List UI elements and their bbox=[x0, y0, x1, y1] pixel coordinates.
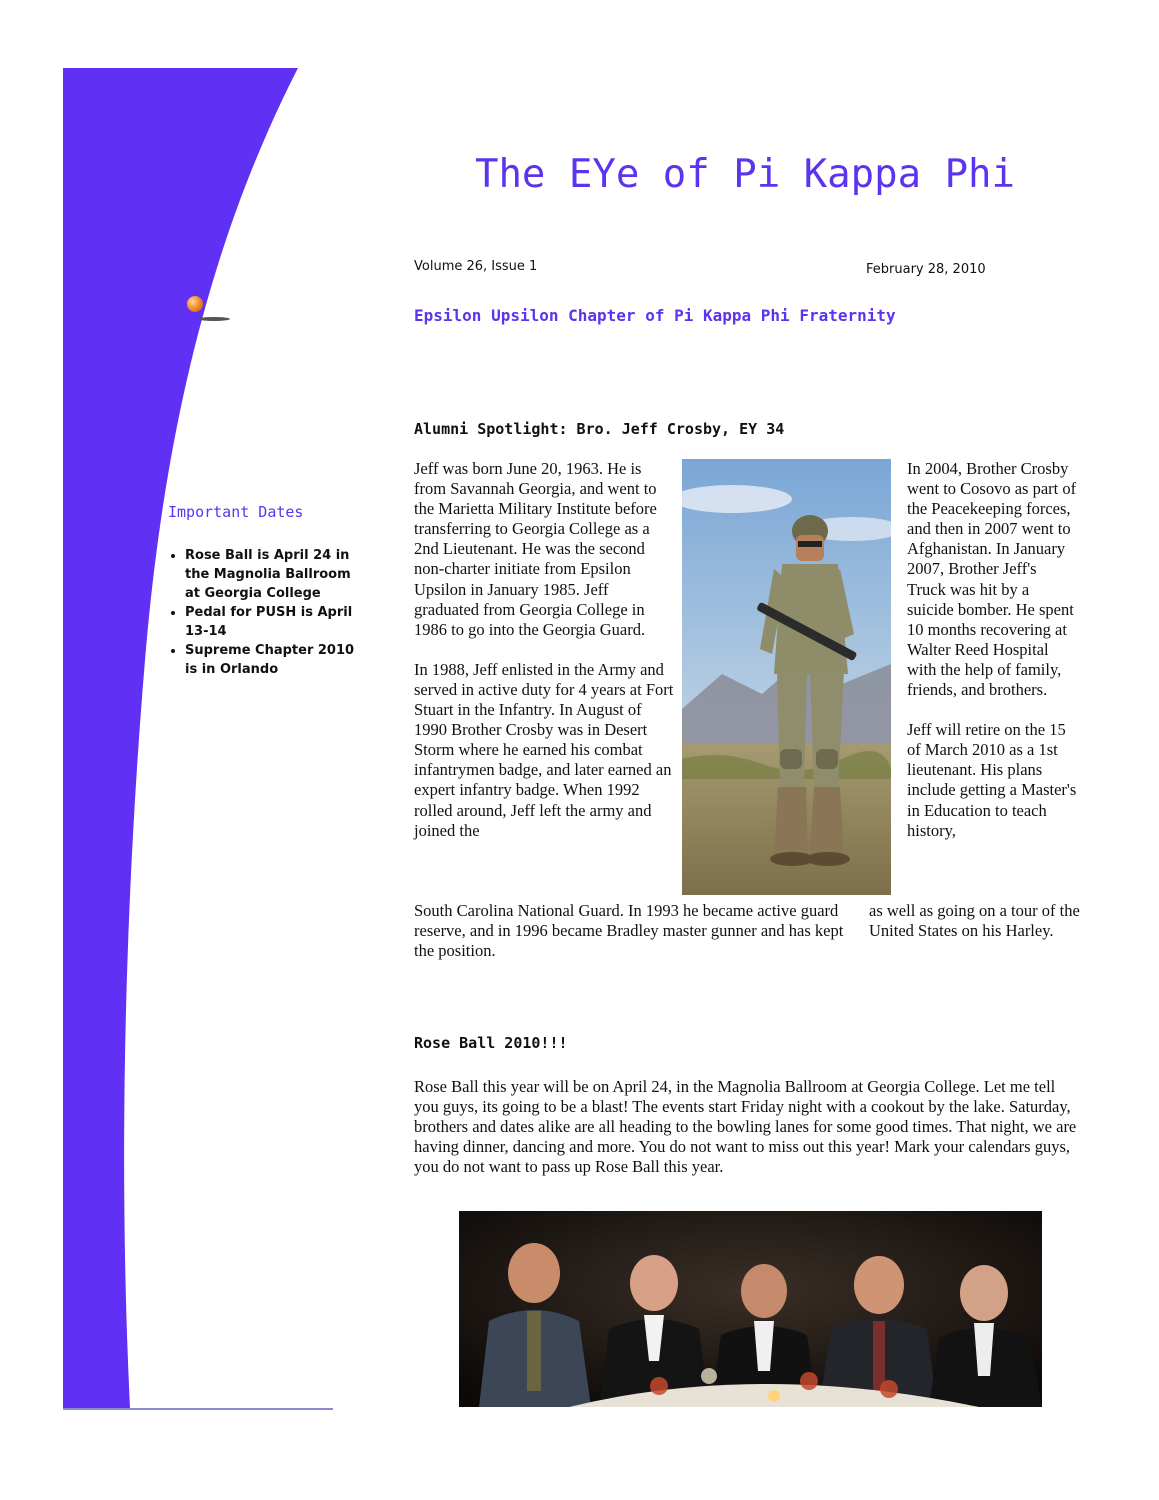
soldier-photo bbox=[682, 459, 891, 895]
important-dates-list bbox=[166, 546, 361, 679]
masthead-title: The EYe of Pi Kappa Phi bbox=[474, 152, 1016, 197]
sidebar-swoosh-shape bbox=[63, 68, 298, 1408]
spotlight-paragraph: Jeff was born June 20, 1963. He is from Savannah Georgia, and went to the Marietta Military Institute before transferring to Georgia College as a 2nd Lieutenant. He was the second non-charter initiate from Epsilon Upsilon in January 1985. Jeff graduated from Georgia College in 1986 to go into the Georgia Guard. bbox=[414, 459, 657, 639]
spotlight-right-continuation: as well as going on a tour of the United States on his Harley. bbox=[869, 901, 1080, 941]
spotlight-paragraph: In 1988, Jeff enlisted in the Army and served in active duty for 4 years at Fort Stuart in the Infantry. In August of 1990 Brother Crosby was in Desert Storm where he earned his combat infantrymen badge, and later earned an expert infantry badge. When 1992 rolled around, Jeff left the army and joined the bbox=[414, 659, 674, 840]
issue-date: February 28, 2010 bbox=[866, 262, 986, 277]
orb-icon bbox=[187, 296, 203, 312]
banquet-photo bbox=[459, 1211, 1042, 1407]
important-date-item: • Supreme Chapter 2010 is in Orlando bbox=[185, 641, 361, 679]
spotlight-heading: Alumni Spotlight: Bro. Jeff Crosby, EY 34 bbox=[414, 420, 785, 438]
issue-volume: Volume 26, Issue 1 bbox=[414, 259, 538, 274]
roseball-heading: Rose Ball 2010!!! bbox=[414, 1034, 568, 1052]
roseball-paragraph: Rose Ball this year will be on April 24, in the Magnolia Ballroom at Georgia College. Let me tell you guys, its going to be a blast! The events start Friday night with a cookout by the lake. Saturday, brothers and dates alike are all heading to the bowling lanes for some good times. That night, we are having dinner, dancing and more. You do not want to miss out this year! Mark your calendars guys, you do not want to pass up Rose Ball this year. bbox=[414, 1077, 1077, 1177]
banquet-photo-art bbox=[459, 1211, 1042, 1407]
spotlight-paragraph: In 2004, Brother Crosby went to Cosovo as part of the Peacekeeping forces, and then in 2007 went to Afghanistan. In January 2007, Brother Jeff's Truck was hit by a suicide bomber. He spent 10 months recovering at Walter Reed Hospital with the help of family, friends, and brothers. bbox=[907, 459, 1077, 700]
sidebar-swoosh bbox=[0, 0, 360, 1420]
orb-shadow bbox=[198, 317, 230, 321]
important-dates-title: Important Dates bbox=[168, 503, 304, 521]
soldier-photo-art bbox=[682, 459, 891, 895]
spotlight-paragraph: Jeff will retire on the 15 of March 2010 as a 1st lieutenant. His plans include getting a Master's in Education to teach history, bbox=[907, 720, 1077, 840]
spotlight-continuation: South Carolina National Guard. In 1993 he became active guard reserve, and in 1996 became Bradley master gunner and has kept the position. bbox=[414, 901, 844, 961]
important-date-item: • Rose Ball is April 24 in the Magnolia Ballroom at Georgia College bbox=[185, 546, 361, 603]
spotlight-left-column bbox=[414, 459, 676, 841]
spotlight-right-column bbox=[907, 459, 1079, 841]
important-date-item: • Pedal for PUSH is April 13-14 bbox=[185, 603, 361, 641]
chapter-subtitle: Epsilon Upsilon Chapter of Pi Kappa Phi Fraternity bbox=[414, 306, 896, 325]
